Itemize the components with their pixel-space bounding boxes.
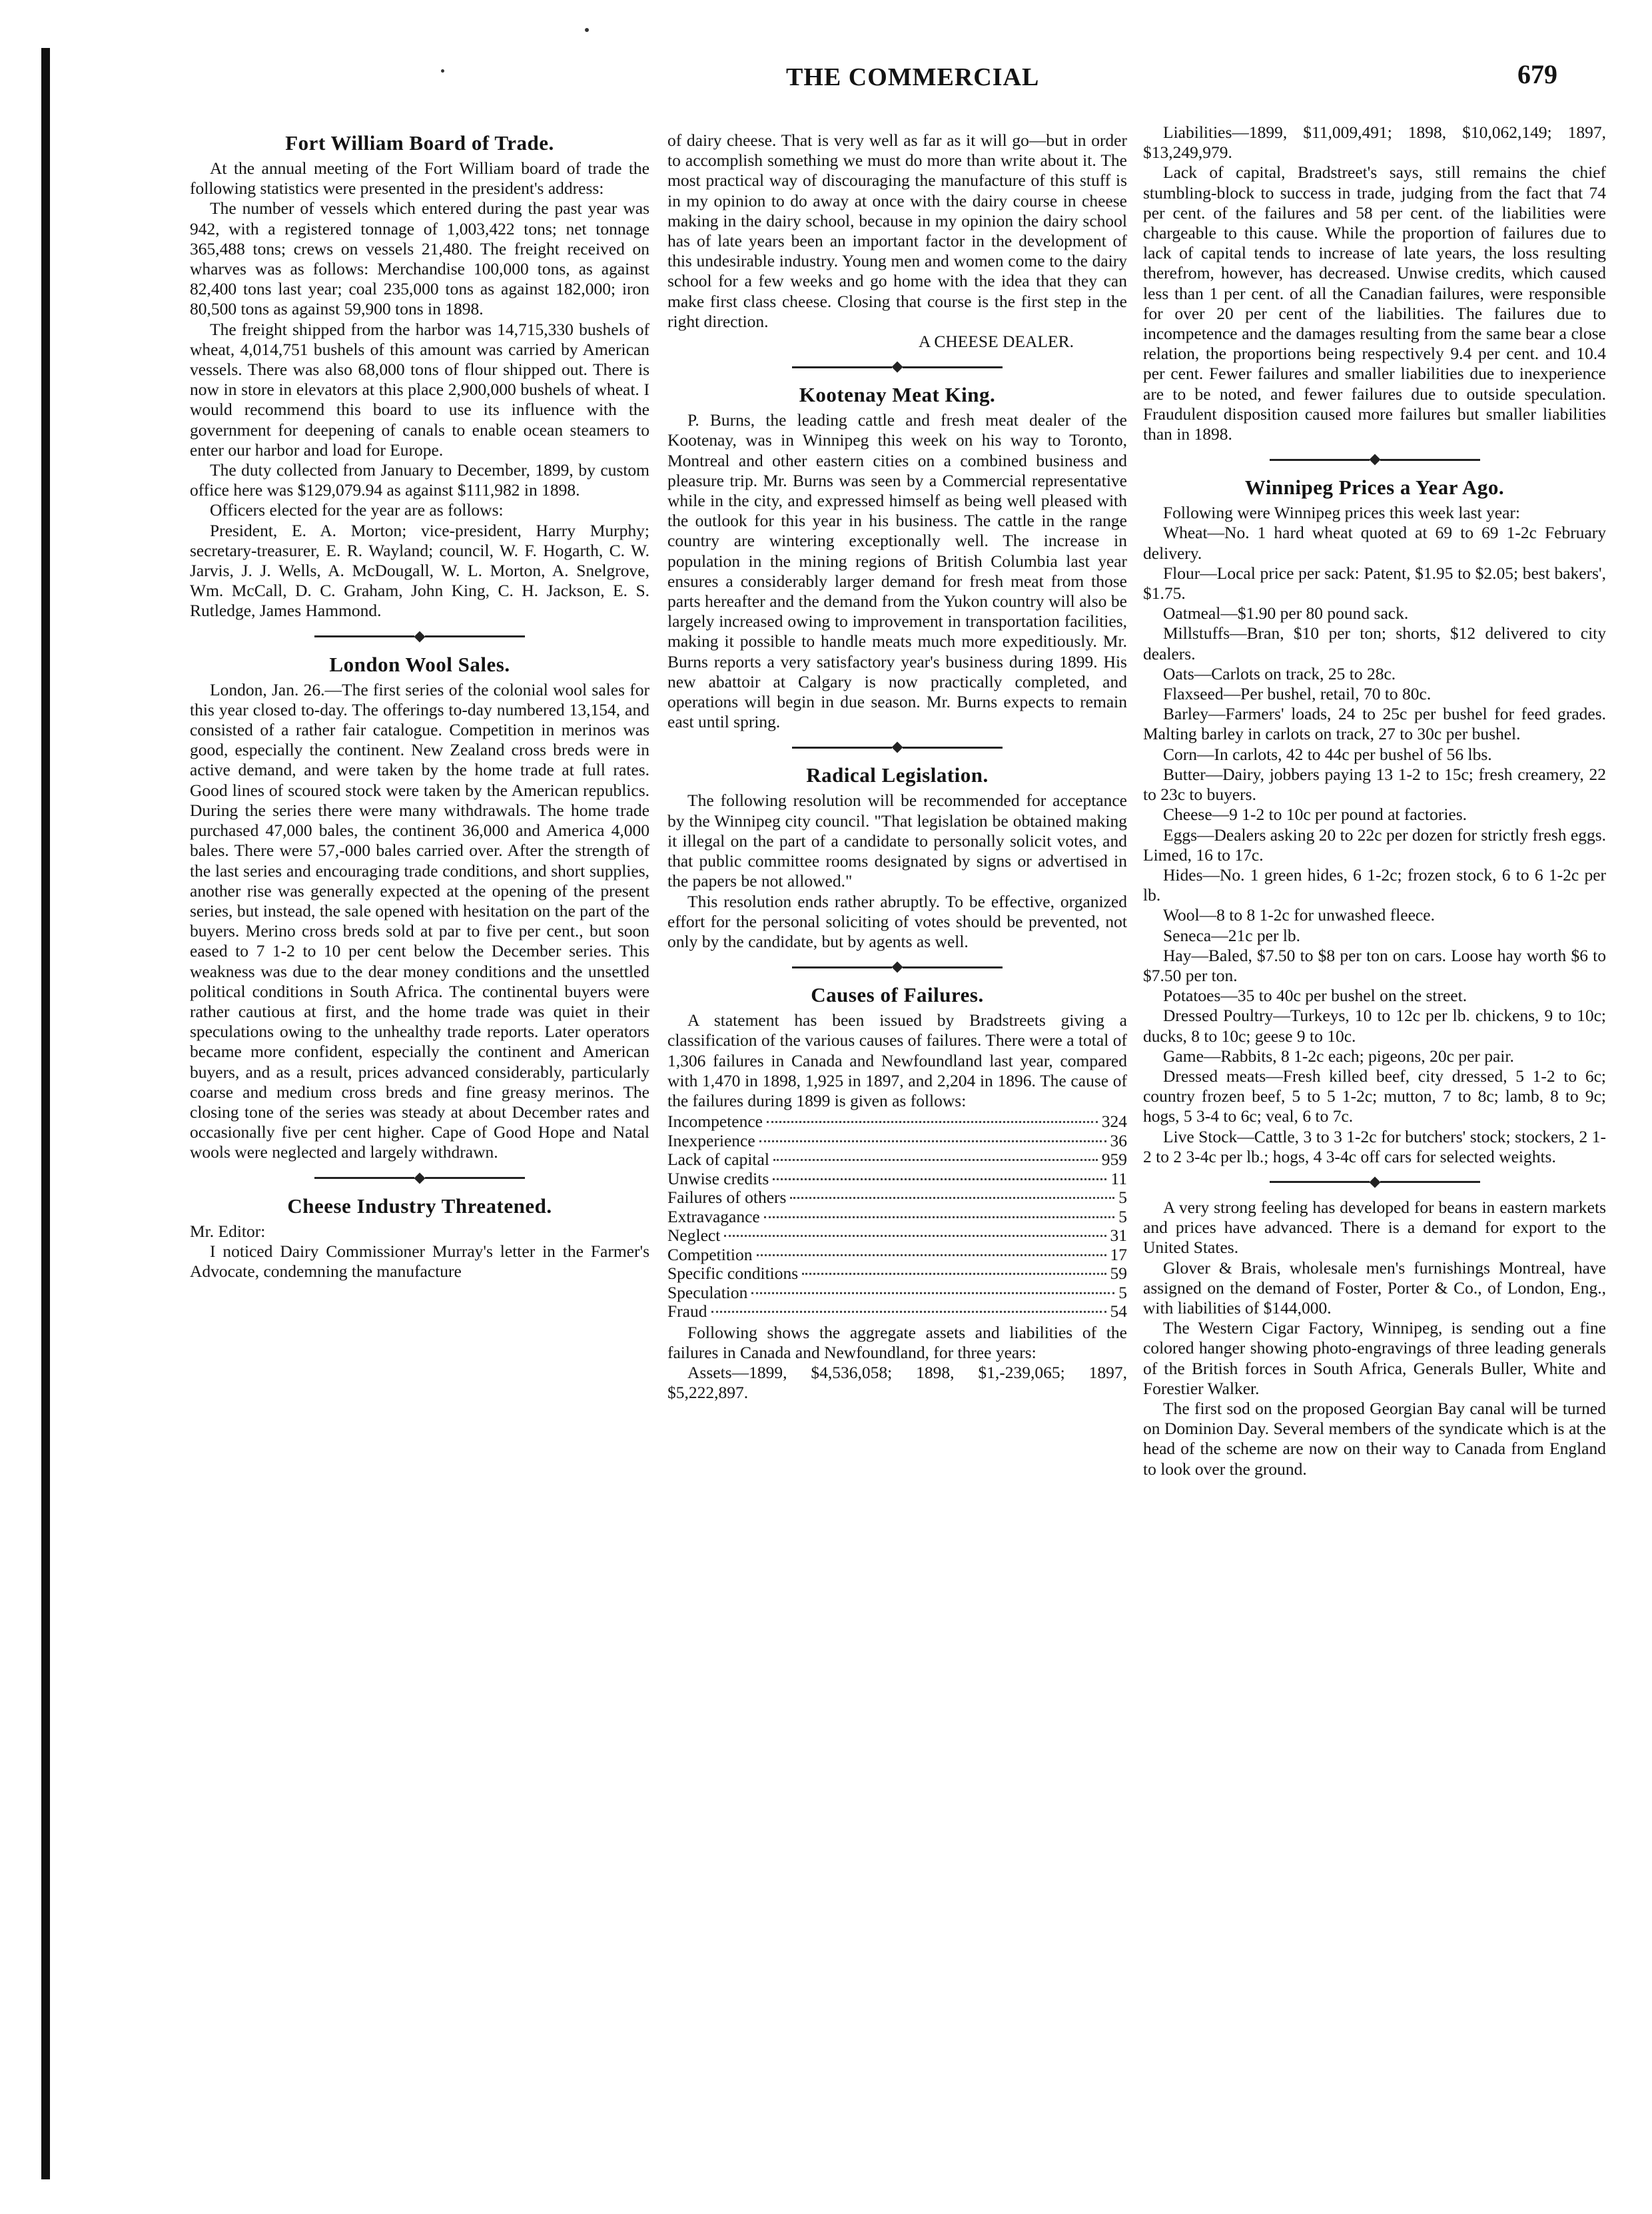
article-paragraph: At the annual meeting of the Fort William board of trade the following statistics were presented in the president's address:: [190, 159, 649, 198]
price-item: Wheat—No. 1 hard wheat quoted at 69 to 69 1-2c February delivery.: [1143, 523, 1606, 563]
article-radical-legislation: [667, 763, 1127, 952]
article-paragraph: of dairy cheese. That is very well as far as it will go—but in order to accomplish something we must do more than write about it. The most practical way of discouraging the manufacture of this stuff is in my opinion to do away at once with the dairy course in cheese making in the dairy school, because in my opinion the dairy school has of late years been an important factor in the development of this undesirable industry. Young men and women come to the dairy school for a few weeks and go home with the idea that they can make first class cheese. Closing that course is the first step in the right direction.: [667, 131, 1127, 331]
price-item: Flaxseed—Per bushel, retail, 70 to 80c.: [1163, 684, 1432, 704]
print-speck: [585, 28, 589, 32]
article-paragraph: A very strong feeling has developed for beans in eastern markets and prices have advanced. There is a demand for export to the United States.: [1143, 1197, 1606, 1258]
cause-label: Incompetence: [667, 1112, 763, 1132]
cause-label: Specific conditions: [667, 1264, 799, 1284]
article-failures-continued: [1143, 123, 1606, 444]
leader-dots: [773, 1159, 1098, 1161]
cause-label: Competition: [667, 1244, 753, 1264]
article-paragraph: The following resolution will be recommended for acceptance by the Winnipeg city council. "That legislation be obtained making it illegal on the part of a candidate to personally solicit votes, and that public committee rooms designated by signs or advertised in the papers be not allowed.": [667, 791, 1127, 891]
cause-count: 5: [1118, 1188, 1127, 1208]
article-heading: Kootenay Meat King.: [799, 383, 996, 407]
article-paragraph: Lack of capital, Bradstreet's says, still remains the chief stumbling-block to success in trade, judging from the fact that 74 per cent. of the failures and 58 per cent. of the liabilities were chargeable to this cause. While the proportion of failures due to lack of capital tends to increase of late years, the loss resulting therefrom, however, has decreased. Unwise credits, which caused less than 1 per cent. of all the Canadian failures, were responsible for over 20 per cent of the liabilities. The failures due to incompetence and the damages resulting from the same bear a close relation, the proportions being respectively 9.4 per cent. and 10.4 per cent. Fewer failures and smaller liabilities due to inexperience are to be noted, and fewer failures due to outside speculation. Fraudulent disposition caused more failures but smaller liabilities than in 1898.: [1143, 163, 1606, 444]
causes-table-row: [667, 1246, 1127, 1265]
article-paragraph: I noticed Dairy Commissioner Murray's letter in the Farmer's Advocate, condemning the manufacture: [190, 1241, 649, 1281]
article-fort-william: [190, 131, 649, 621]
section-divider: [1143, 450, 1606, 470]
leader-dots: [790, 1197, 1114, 1199]
price-item: Game—Rabbits, 8 1-2c each; pigeons, 20c per pair.: [1163, 1046, 1514, 1066]
causes-table-row: [667, 1150, 1127, 1170]
cause-count: 17: [1110, 1244, 1127, 1264]
price-item: Butter—Dairy, jobbers paying 13 1-2 to 15c; fresh creamery, 22 to 23c to buyers.: [1143, 764, 1606, 805]
cause-label: Inexperience: [667, 1130, 755, 1150]
price-item: Wool—8 to 8 1-2c for unwashed fleece.: [1163, 905, 1435, 925]
price-item: Hay—Baled, $7.50 to $8 per ton on cars. Loose hay worth $6 to $7.50 per ton.: [1143, 945, 1606, 985]
cause-label: Speculation: [667, 1282, 748, 1302]
article-paragraph: Assets—1899, $4,536,058; 1898, $1,-239,065; 1897, $5,222,897.: [667, 1363, 1127, 1403]
article-causes-of-failures: [667, 982, 1127, 1403]
article-paragraph: Following shows the aggregate assets and liabilities of the failures in Canada and Newfoundland, for three years:: [667, 1322, 1127, 1362]
cause-count: 31: [1110, 1226, 1127, 1246]
cause-label: Lack of capital: [667, 1150, 769, 1170]
section-divider: [1143, 1172, 1606, 1192]
price-item: Cheese—9 1-2 to 10c per pound at factories.: [1163, 805, 1467, 825]
article-paragraph: The first sod on the proposed Georgian Bay canal will be turned on Dominion Day. Several members of the syndicate which is at the head of the scheme are now on their way to Canada from England to look over the ground.: [1143, 1398, 1606, 1479]
letter-salutation: Mr. Editor:: [190, 1221, 266, 1241]
cause-count: 59: [1110, 1264, 1127, 1284]
leader-dots: [759, 1140, 1106, 1142]
cause-count: 959: [1101, 1150, 1127, 1170]
price-item: Barley—Farmers' loads, 24 to 25c per bushel for feed grades. Malting barley in carlots on track, 27 to 30c per bushel.: [1143, 704, 1606, 744]
column-3: [1143, 123, 1606, 1479]
article-paragraph: President, E. A. Morton; vice-president, Harry Murphy; secretary-treasurer, E. R. Wayland; council, W. F. Hogarth, C. W. Jarvis, J. J. Wells, A. McDougall, W. L. Morton, A. Snelgrove, Wm. McCall, D. C. Graham, John King, C. H. Jackson, E. S. Rutledge, James Hammond.: [190, 520, 649, 621]
leader-dots: [773, 1178, 1106, 1180]
cause-label: Failures of others: [667, 1188, 787, 1208]
article-miscellaneous-notes: [1143, 1198, 1606, 1479]
article-paragraph: Following were Winnipeg prices this week last year:: [1163, 503, 1520, 523]
leader-dots: [751, 1292, 1114, 1294]
article-heading: Causes of Failures.: [811, 983, 984, 1007]
price-item: Hides—No. 1 green hides, 6 1-2c; frozen stock, 6 to 6 1-2c per lb.: [1143, 865, 1606, 905]
causes-table-row: [667, 1170, 1127, 1189]
price-item: Oats—Carlots on track, 25 to 28c.: [1163, 663, 1396, 683]
price-item: Seneca—21c per lb.: [1163, 925, 1301, 945]
article-paragraph: P. Burns, the leading cattle and fresh meat dealer of the Kootenay, was in Winnipeg this week on his way to Toronto, Montreal and other eastern cities on a combined business and pleasure trip. Mr. Burns was seen by a Commercial representative while in the city, and expressed himself as being well pleased with the outlook for this year in his business. The cattle in the range country are wintering exceptionally well. The increase in population in the mining regions of British Columbia last year ensures a considerably larger demand for fresh meat from those parts hereafter and the demand from the Yukon country will also be largely increased owing to improvement in transportation facilities, making it possible to handle meats much more expeditiously. Mr. Burns reports a very satisfactory year's business during 1899. His new abattoir at Calgary is now practically completed, and operations will begin in due season. Mr. Burns expects to remain east until spring.: [667, 410, 1127, 732]
causes-table-row: [667, 1264, 1127, 1284]
article-paragraph: Liabilities—1899, $11,009,491; 1898, $10,062,149; 1897, $13,249,979.: [1143, 123, 1606, 163]
cause-label: Neglect: [667, 1226, 721, 1246]
section-divider: [190, 1168, 649, 1188]
leader-dots: [802, 1273, 1106, 1275]
price-item: Millstuffs—Bran, $10 per ton; shorts, $12 delivered to city dealers.: [1143, 623, 1606, 663]
article-paragraph: Glover & Brais, wholesale men's furnishings Montreal, have assigned on the demand of Foster, Porter & Co., of London, Eng., with liabilities of $144,000.: [1143, 1258, 1606, 1317]
cause-count: 54: [1110, 1301, 1127, 1321]
cause-count: 36: [1110, 1130, 1127, 1150]
cause-label: Extravagance: [667, 1206, 760, 1226]
article-london-wool: [190, 652, 649, 1163]
causes-table-row: [667, 1188, 1127, 1208]
causes-table-row: [667, 1302, 1127, 1321]
article-paragraph: Officers elected for the year are as follows:: [210, 500, 504, 520]
article-signature: A CHEESE DEALER.: [918, 332, 1074, 352]
price-item: Dressed Poultry—Turkeys, 10 to 12c per lb. chickens, 9 to 10c; ducks, 8 to 10c; geese 9 to 10c.: [1143, 1006, 1606, 1046]
article-paragraph: A statement has been issued by Bradstreets giving a classification of the various causes of failures. There were a total of 1,306 failures in Canada and Newfoundland last year, compared with 1,470 in 1898, 1,925 in 1897, and 2,204 in 1896. The cause of the failures during 1899 is given as follows:: [667, 1010, 1127, 1110]
article-paragraph: The duty collected from January to December, 1899, by custom office here was $129,079.94 as against $111,982 in 1898.: [190, 460, 649, 500]
article-cheese-threatened: [190, 1194, 649, 1282]
article-kootenay: [667, 382, 1127, 732]
causes-table-row: [667, 1112, 1127, 1132]
article-paragraph: The Western Cigar Factory, Winnipeg, is sending out a fine colored hanger showing photo-engravings of three leading generals of the British forces in South Africa, Generals Buller, White and Forestier Walker.: [1143, 1318, 1606, 1398]
price-item: Flour—Local price per sack: Patent, $1.95 to $2.05; best bakers', $1.75.: [1143, 563, 1606, 603]
leader-dots: [757, 1254, 1106, 1256]
article-winnipeg-prices: [1143, 475, 1606, 1167]
column-2: [667, 131, 1127, 1403]
article-paragraph: London, Jan. 26.—The first series of the colonial wool sales for this year closed to-day. The offerings to-day numbered 13,154, and consisted of a rather fair catalogue. Competition in merinos was good, especially the continent. New Zealand cross breds were in active demand, and were taken by the home trade at full rates. Good lines of scoured stock were taken by the American republics. During the series there were many withdrawals. The home trade purchased 47,000 bales, the continent 36,000 and America 4,000 bales. There were 57,-000 bales carried over. After the strength of the last series and encouraging trade conditions, and short supplies, another rise was generally expected at the opening of the present series, but instead, the sale opened with hesitation on the part of the buyers. Merino cross breds sold at par to five per cent., but soon eased to 7 1-2 to 10 per cent below the December series. This weakness was due to the dear money conditions and the unsettled political conditions in South Africa. The continental buyers were rather cautious at first, and the home trade was quiet in their speculations owing to the unhealthy trade reports. Later operators became more confident, especially the continent and American buyers, and as a result, prices advanced considerably, particularly coarse and medium cross breds and fine greasy merinos. The closing tone of the series was steady at about December rates and occasionally five per cent higher. Cape of Good Hope and Natal wools were neglected and largely withdrawn.: [190, 679, 649, 1162]
section-divider: [667, 957, 1127, 977]
article-heading: London Wool Sales.: [329, 652, 510, 676]
cause-count: 324: [1101, 1112, 1127, 1132]
column-1: [190, 128, 649, 1282]
cause-label: Unwise credits: [667, 1168, 769, 1188]
leader-dots: [711, 1311, 1106, 1313]
article-paragraph: The freight shipped from the harbor was 14,715,330 bushels of wheat, 4,014,751 bushels of this amount was carried by American vessels. There was also 68,000 tons of flour shipped out. There is now in store in elevators at this place 2,900,000 bushels of wheat. I would recommend this board to use its influence with the government for deepening of canals to enable ocean steamers to enter our harbor and load for Europe.: [190, 319, 649, 460]
section-divider: [667, 737, 1127, 757]
price-item: Dressed meats—Fresh killed beef, city dressed, 5 1-2 to 6c; country frozen beef, 5 to 5 1-2c; mutton, 7 to 8c; lamb, 8 to 9c; hogs, 5 3-4 to 6c; veal, 6 to 7c.: [1143, 1066, 1606, 1126]
price-list: [1143, 523, 1606, 1167]
causes-table-row: [667, 1132, 1127, 1151]
causes-table: [667, 1112, 1127, 1321]
leader-dots: [724, 1235, 1106, 1237]
causes-table-row: [667, 1226, 1127, 1246]
journal-title: THE COMMERCIAL: [786, 63, 1040, 91]
section-divider: [190, 627, 649, 647]
section-divider: [667, 357, 1127, 377]
cause-label: Fraud: [667, 1301, 707, 1321]
price-item: Corn—In carlots, 42 to 44c per bushel of 56 lbs.: [1163, 744, 1492, 764]
price-item: Live Stock—Cattle, 3 to 3 1-2c for butchers' stock; stockers, 2 1-2 to 2 3-4c per lb.; hogs, 4 3-4c off cars for selected weights.: [1143, 1126, 1606, 1166]
article-paragraph: This resolution ends rather abruptly. To be effective, organized effort for the personal soliciting of votes should be prevented, not only by the candidate, but by agents as well.: [667, 891, 1127, 951]
cause-count: 5: [1118, 1206, 1127, 1226]
article-heading: Winnipeg Prices a Year Ago.: [1244, 476, 1505, 500]
article-heading: Radical Legislation.: [806, 763, 989, 787]
causes-table-row: [667, 1284, 1127, 1303]
page-number: 679: [1517, 59, 1557, 89]
leader-dots: [767, 1121, 1098, 1123]
price-item: Oatmeal—$1.90 per 80 pound sack.: [1163, 603, 1409, 623]
cause-count: 11: [1110, 1168, 1127, 1188]
causes-table-row: [667, 1208, 1127, 1227]
page-header: [0, 59, 1652, 105]
article-paragraph: The number of vessels which entered during the past year was 942, with a registered tonnage of 1,003,422 tons; net tonnage 365,488 tons; crews on vessels 21,480. The freight received on wharves was as follows: Merchandise 100,000 tons, as against 82,400 tons last year; coal 235,000 tons as against 182,000; iron 80,500 tons as against 59,900 tons in 1898.: [190, 198, 649, 319]
article-heading: Fort William Board of Trade.: [285, 131, 554, 155]
article-cheese-continued: [667, 131, 1127, 352]
page-edge-bar: [41, 48, 50, 2179]
leader-dots: [764, 1216, 1115, 1218]
price-item: Potatoes—35 to 40c per bushel on the street.: [1163, 986, 1467, 1006]
cause-count: 5: [1118, 1282, 1127, 1302]
article-heading: Cheese Industry Threatened.: [287, 1194, 552, 1218]
price-item: Eggs—Dealers asking 20 to 22c per dozen for strictly fresh eggs. Limed, 16 to 17c.: [1143, 825, 1606, 865]
